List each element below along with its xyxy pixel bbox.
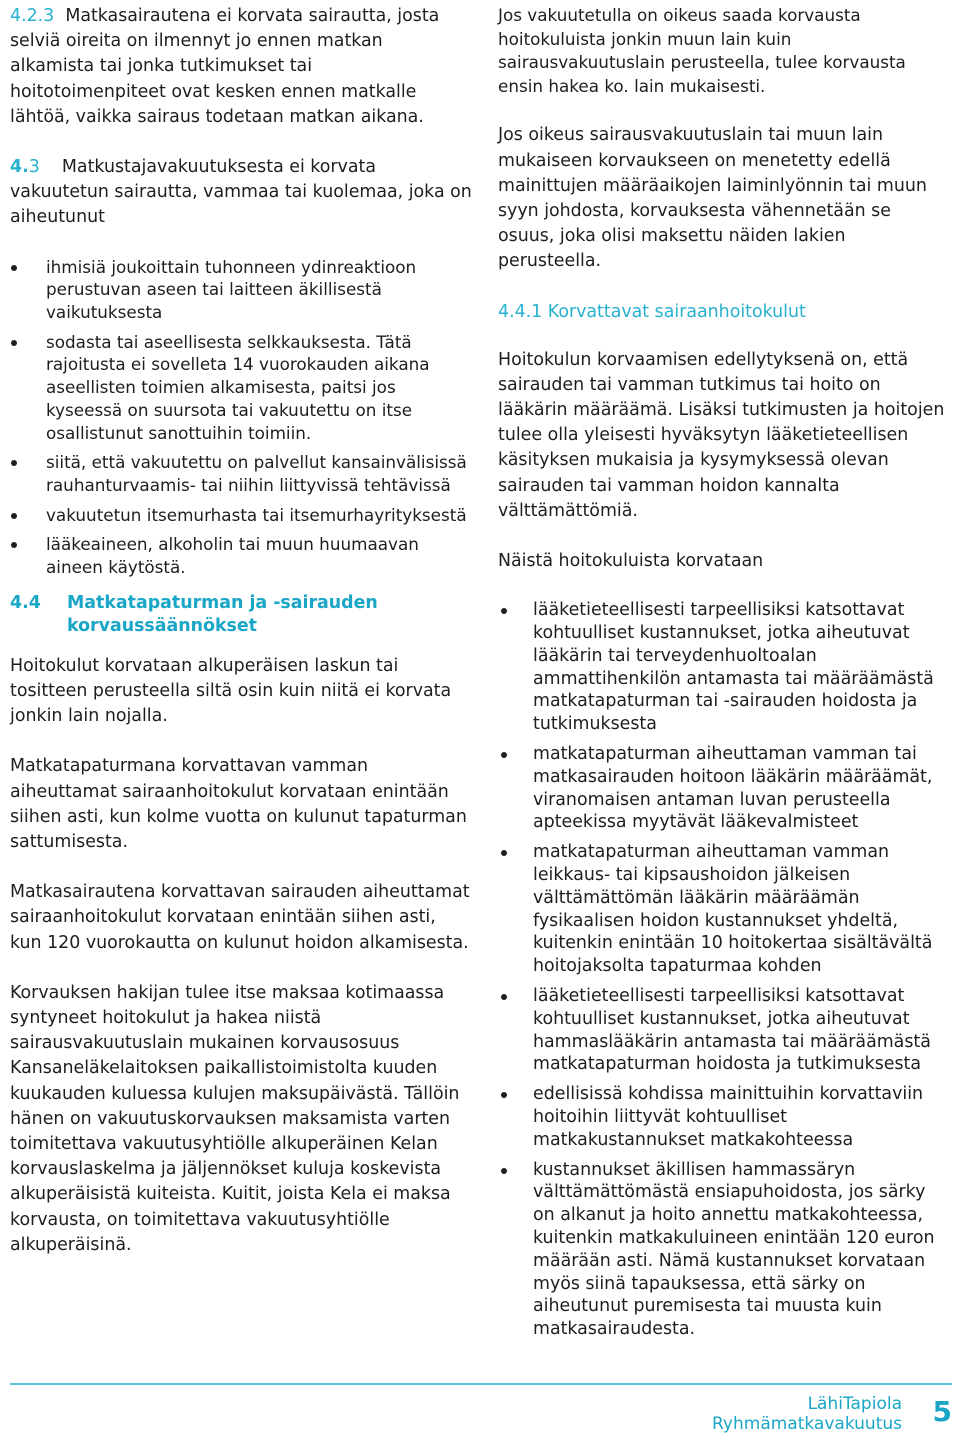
bullet-icon [501, 994, 507, 1000]
section-heading-4-4 [10, 592, 472, 639]
bullet-icon [11, 513, 17, 519]
section-number-rest: 3 [28, 157, 40, 178]
bullet-icon [501, 608, 507, 614]
footer-brand [712, 1394, 902, 1434]
bullet-icon [501, 1092, 507, 1098]
list-item: matkatapaturman aiheuttaman vamman leikkaus- tai kipsaushoidon jälkeisen välttämättömän lääkärin määräämän fysikaalisen hoidon kustannukset yhdeltä, kuitenkin enintään 10 hoitokertaa sisältävältä hoitojaksolta tapaturmaa kohden [498, 841, 952, 978]
paragraph: Jos vakuutetulla on oikeus saada korvausta hoitokuluista jonkin muun lain kuin sairausvakuutuslain perusteella, tulee korvausta ensin hakea ko. lain mukaisesti. [498, 5, 906, 96]
paragraph: Hoitokulun korvaamisen edellytyksenä on, että sairauden tai vamman tutkimus tai hoito on lääkärin määräämä. Lisäksi tutkimusten ja hoitojen tulee olla yleisesti hyväksytyn lääketieteellisen käsityksen mukaisia ja kysymyksessä olevan sairauden tai vamman hoidon kannalta välttämättömiä. [498, 349, 945, 521]
paragraph: Hoitokulut korvataan alkuperäisen laskun tai tositteen perusteella siltä osin kuin niitä ei korvata jonkin lain nojalla. [10, 655, 452, 727]
list-item: lääketieteellisesti tarpeellisiksi katsottavat kohtuulliset kustannukset, jotka aiheutuvat lääkärin tai terveydenhuoltoalan ammattihenkilön antamasta tai määräämästä matkatapaturman tai -sairauden hoidosta ja tutkimuksesta [498, 599, 952, 736]
bullet-icon [501, 752, 507, 758]
paragraph: Matkatapaturmana korvattavan vamman aiheuttamat sairaanhoitokulut korvataan enintään siihen asti, kun kolme vuotta on kulunut tapaturman sattumisesta. [10, 756, 467, 852]
heading-title: Matkatapaturman ja -sairauden korvaussäännökset [67, 592, 378, 637]
paragraph: Jos oikeus sairausvakuutuslain tai muun lain mukaiseen korvaukseen on menetetty edellä mainittujen määräaikojen laiminlyönnin tai muun syyn johdosta, korvauksesta vähennetään se osuus, joka olisi maksettu näiden lakien perusteella. [498, 125, 927, 272]
paragraph-text: Matkustajavakuutuksesta ei korvata vakuutetun sairautta, vammaa tai kuolemaa, joka on aiheutunut [10, 157, 472, 228]
list-item: siitä, että vakuutettu on palvellut kansainvälisissä rauhanturvaamis- tai niihin liittyvissä tehtävissä [10, 451, 472, 496]
paragraph: Matkasairautena korvattavan sairauden aiheuttamat sairaanhoitokulut korvataan enintään siihen asti, kun 120 vuorokautta on kulunut hoidon alkamisesta. [10, 882, 470, 953]
left-column [10, 4, 472, 1283]
paragraph-intro: Näistä hoitokuluista korvataan [498, 551, 764, 572]
list-item: vakuutetun itsemurhasta tai itsemurhayrityksestä [10, 504, 472, 527]
paragraph: Korvauksen hakijan tulee itse maksaa kotimaassa syntyneet hoitokulut ja hakea niistä sairausvakuutuslain mukainen korvausosuus Kansaneläkelaitoksen paikallistoimistolta kuuden kuukauden kuluessa kulujen maksupäivästä. Tällöin hänen on vakuutuskorvauksen maksamista varten toimitettava vakuutusyhtiölle alkuperäinen Kelan korvauslaskelma ja jäljennökset kuluja koskevista alkuperäisistä kuiteista. Kuitit, joista Kela ei maksa korvausta, on toimitettava vakuutusyhtiölle alkuperäisinä. [10, 982, 460, 1255]
list-item: ihmisiä joukoittain tuhonneen ydinreaktioon perustuvan aseen tai laitteen äkillisestä vaikutuksesta [10, 256, 472, 324]
page-number: 5 [932, 1395, 952, 1428]
list-item: lääketieteellisesti tarpeellisiksi katsottavat kohtuulliset kustannukset, jotka aiheutuvat hammaslääkärin antamasta tai määräämästä matkatapaturman hoidosta ja tutkimuksesta [498, 985, 952, 1076]
list-item: sodasta tai aseellisesta selkkauksesta. Tätä rajoitusta ei sovelleta 14 vuorokauden aikana aseellisten toimien alkamisesta, paitsi jos kyseessä on suursota tai vakuutettu on itse osallistunut sanottuihin toimiin. [10, 331, 472, 445]
list-item: lääkeaineen, alkoholin tai muun huumaavan aineen käytöstä. [10, 533, 472, 578]
product-name: Ryhmämatkavakuutus [712, 1414, 902, 1434]
section-number-bold: 4. [10, 157, 29, 178]
section-number: 4.2.3 [10, 6, 55, 26]
section-heading-4-4-1: 4.4.1 Korvattavat sairaanhoitokulut [498, 301, 806, 322]
bullet-icon [11, 460, 17, 466]
covered-costs-list [498, 599, 952, 1341]
list-item: matkatapaturman aiheuttaman vamman tai matkasairauden hoitoon lääkärin määräämät, viranomaisen antaman luvan perusteella apteekissa myytävät lääkevalmisteet [498, 743, 952, 834]
brand-name: LähiTapiola [807, 1394, 902, 1414]
bullet-icon [501, 850, 507, 856]
paragraph-4-2-3 [10, 4, 472, 130]
exclusions-list [10, 256, 472, 579]
footer-divider [10, 1383, 952, 1385]
bullet-icon [11, 265, 17, 271]
bullet-icon [11, 542, 17, 548]
heading-number: 4.4 [10, 592, 41, 613]
bullet-icon [501, 1168, 507, 1174]
bullet-icon [11, 340, 17, 346]
list-item: edellisissä kohdissa mainittuihin korvattaviin hoitoihin liittyvät kohtuulliset matkakustannukset matkakohteessa [498, 1083, 952, 1151]
paragraph-4-3 [10, 155, 472, 231]
right-column [498, 4, 952, 1354]
paragraph-text: Matkasairautena ei korvata sairautta, josta selviä oireita on ilmennyt jo ennen matkan alkamista tai jonka tutkimukset tai hoitotoimenpiteet ovat kesken ennen matkalle lähtöä, vaikka sairaus todetaan matkan aikana. [10, 6, 440, 127]
list-item: kustannukset äkillisen hammassäryn välttämättömästä ensiapuhoidosta, jos särky on alkanut ja hoito annettu matkakohteessa, kuitenkin matkakuluineen enintään 120 euron määrään asti. Nämä kustannukset korvataan myös siinä tapauksessa, että särky on aiheutunut puremisesta tai muusta kuin matkasairaudesta. [498, 1159, 952, 1341]
